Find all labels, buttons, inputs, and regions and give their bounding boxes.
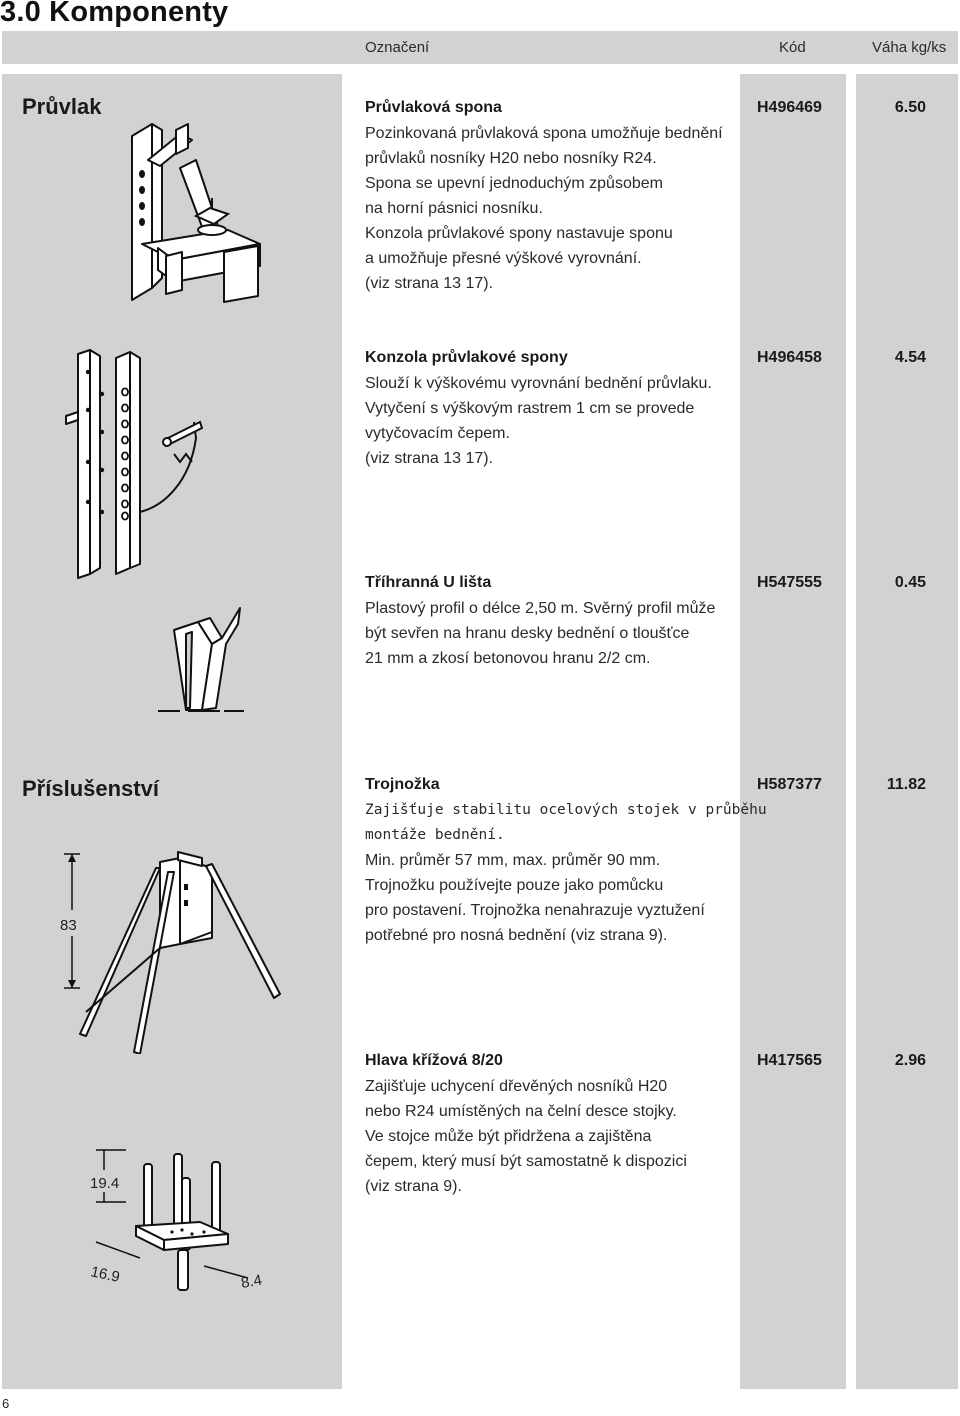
description-line: Spona se upevní jednoduchým způsobem (365, 175, 663, 192)
description-line: průvlaků nosníky H20 nebo nosníky R24. (365, 150, 657, 167)
item-code: H547555 (757, 574, 822, 591)
page-title: 3.0 Komponenty (0, 0, 229, 28)
description-line: vytyčovacím čepem. (365, 425, 510, 442)
description-line: potřebné pro nosná bednění (viz strana 9). (365, 927, 668, 944)
tripod-height-label: 83 (60, 917, 77, 934)
description-line: (viz strana 13 17). (365, 275, 494, 292)
description-line: (viz strana 13 17). (365, 450, 494, 467)
section-title-prislusenstvi: Příslušenství (22, 776, 159, 801)
item-code: H417565 (757, 1052, 822, 1069)
item-name: Trojnožka (365, 776, 440, 793)
description-line: (viz strana 9). (365, 1178, 462, 1195)
description-line: Zajišťuje uchycení dřevěných nosníků H20 (365, 1078, 668, 1095)
table-header (2, 31, 958, 64)
item-weight: 6.50 (894, 99, 926, 116)
head-width-label: 16.9 (89, 1263, 122, 1286)
description-line: Plastový profil o délce 2,50 m. Svěrný profil může (365, 600, 716, 617)
description-line: Pozinkovaná průvlaková spona umožňuje bednění (365, 125, 723, 142)
description-line: Trojnožku používejte pouze jako pomůcku (365, 877, 664, 894)
item-name: Tříhranná U lišta (365, 574, 492, 591)
tripod-illustration (56, 848, 306, 1054)
weight-column (856, 74, 958, 1389)
description-line: Zajišťuje stabilitu ocelových stojek v průběhu (365, 802, 767, 818)
item-description (365, 121, 723, 296)
item-weight: 11.82 (886, 776, 926, 793)
item-code: H496458 (757, 349, 822, 366)
description-line: Vytyčení s výškovým rastrem 1 cm se provede (365, 400, 695, 417)
header-code: Kód (779, 39, 806, 56)
description-line: Slouží k výškovému vyrovnání bednění průvlaku. (365, 375, 712, 392)
section-title-pruvlak: Průvlak (22, 94, 102, 119)
item-weight: 2.96 (894, 1052, 926, 1069)
item-weight: 0.45 (894, 574, 926, 591)
description-line: Konzola průvlakové spony nastavuje sponu (365, 225, 673, 242)
clamp-bracket-illustration (64, 342, 220, 580)
description-line: nebo R24 umístěných na čelní desce stojky. (365, 1103, 677, 1120)
item-description (365, 1074, 687, 1199)
item-description (365, 371, 712, 471)
item-code: H587377 (757, 776, 822, 793)
head-height-label: 19.4 (90, 1175, 120, 1192)
triangular-strip-illustration (156, 604, 248, 714)
item-description (365, 798, 767, 948)
item-name: Konzola průvlakové spony (365, 349, 568, 366)
head-depth-label: 8.4 (239, 1271, 264, 1292)
description-line: 21 mm a zkosí betonovou hranu 2/2 cm. (365, 650, 651, 667)
header-weight: Váha kg/ks (872, 39, 947, 56)
description-line: a umožňuje přesné výškové vyrovnání. (365, 250, 642, 267)
header-description: Označení (365, 39, 430, 56)
item-code: H496469 (757, 99, 822, 116)
item-weight: 4.54 (894, 349, 926, 366)
item-description (365, 596, 715, 671)
description-line: Ve stojce může být přidržena a zajištěna (365, 1128, 652, 1145)
beam-clamp-illustration (118, 118, 278, 308)
item-name: Průvlaková spona (365, 99, 502, 116)
description-line: čepem, který musí být samostatně k dispozici (365, 1153, 687, 1170)
code-column (740, 74, 846, 1389)
item-name: Hlava křížová 8/20 (365, 1052, 503, 1069)
description-line: montáže bednění. (365, 827, 505, 843)
cross-head-illustration (82, 1142, 292, 1298)
description-line: na horní pásnici nosníku. (365, 200, 543, 217)
description-line: být sevřen na hranu desky bednění o tloušťce (365, 625, 690, 642)
description-line: pro postavení. Trojnožka nenahrazuje vyztužení (365, 902, 705, 919)
page-number: 6 (2, 1396, 10, 1411)
description-line: Min. průměr 57 mm, max. průměr 90 mm. (365, 852, 661, 869)
